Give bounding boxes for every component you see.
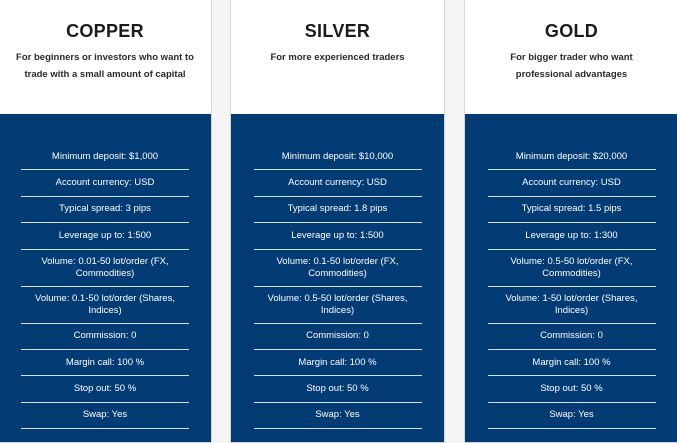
feature-account-currency: Account currency: USD [21,170,189,196]
feature-margin-call: Margin call: 100 % [21,350,189,376]
feature-typical-spread: Typical spread: 3 pips [21,197,189,223]
feature-volume-shares: Volume: 1-50 lot/order (Shares, Indices) [488,287,656,324]
feature-typical-spread: Typical spread: 1.5 pips [488,197,656,223]
feature-account-currency: Account currency: USD [254,170,422,196]
feature-typical-spread: Typical spread: 1.8 pips [254,197,422,223]
plan-title: GOLD [544,21,599,41]
feature-volume-shares: Volume: 0.1-50 lot/order (Shares, Indices) [21,287,189,324]
feature-commission: Commission: 0 [21,324,189,350]
plan-features-panel [231,114,444,442]
feature-swap: Swap: Yes [488,403,656,429]
feature-minimum-deposit: Minimum deposit: $10,000 [254,144,422,170]
plan-header [465,0,677,114]
feature-volume-fx: Volume: 0.1-50 lot/order (FX, Commodities) [254,250,422,287]
feature-swap: Swap: Yes [21,403,189,429]
feature-commission: Commission: 0 [488,324,656,350]
feature-leverage: Leverage up to: 1:300 [488,223,656,249]
feature-stop-out: Stop out: 50 % [254,376,422,402]
feature-list [21,144,189,429]
plan-subtitle: For bigger trader who want professional advantages [510,52,633,80]
feature-volume-fx: Volume: 0.01-50 lot/order (FX, Commodities) [21,250,189,287]
feature-stop-out: Stop out: 50 % [488,376,656,402]
plan-features-panel [465,114,677,442]
feature-leverage: Leverage up to: 1:500 [21,223,189,249]
feature-volume-fx: Volume: 0.5-50 lot/order (FX, Commodities) [488,250,656,287]
feature-list [488,144,656,429]
plan-header [0,0,211,114]
feature-minimum-deposit: Minimum deposit: $1,000 [21,144,189,170]
feature-commission: Commission: 0 [254,324,422,350]
plan-card-gold [464,0,677,443]
plan-card-silver [230,0,445,443]
feature-minimum-deposit: Minimum deposit: $20,000 [488,144,656,170]
plan-title: SILVER [304,21,371,41]
plan-header [231,0,444,114]
feature-stop-out: Stop out: 50 % [21,376,189,402]
feature-volume-shares: Volume: 0.5-50 lot/order (Shares, Indices) [254,287,422,324]
feature-margin-call: Margin call: 100 % [488,350,656,376]
plan-title: COPPER [66,21,144,41]
feature-leverage: Leverage up to: 1:500 [254,223,422,249]
feature-margin-call: Margin call: 100 % [254,350,422,376]
feature-list [254,144,422,429]
feature-account-currency: Account currency: USD [488,170,656,196]
plan-subtitle: For beginners or investors who want to trade with a small amount of capital [16,52,194,80]
feature-swap: Swap: Yes [254,403,422,429]
plan-features-panel [0,114,211,442]
plan-subtitle: For more experienced traders [270,52,405,63]
plan-card-copper [0,0,212,443]
